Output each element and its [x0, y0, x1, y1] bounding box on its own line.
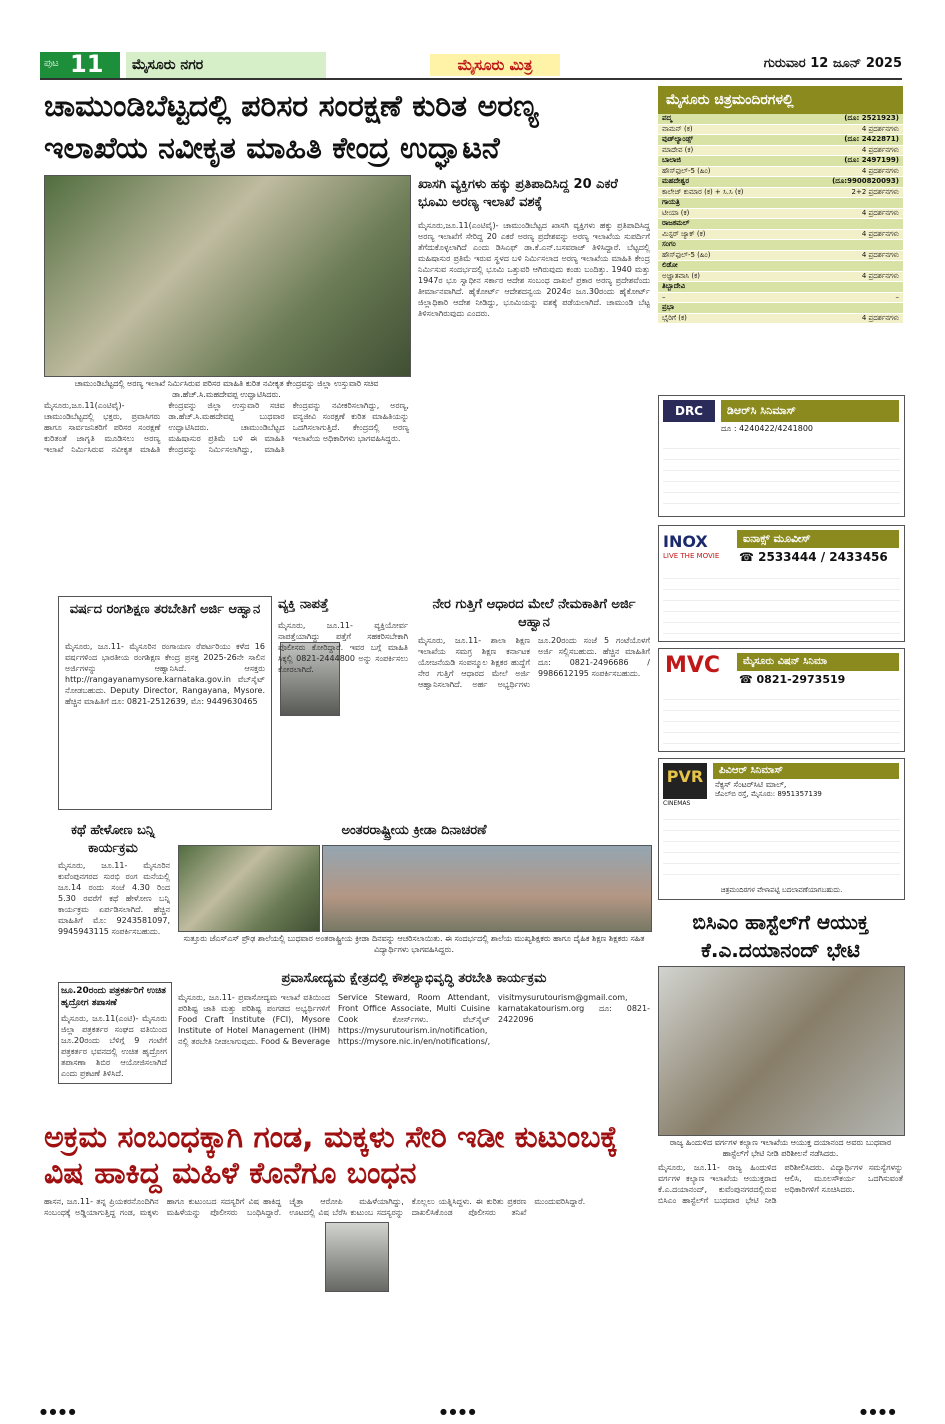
land-headline: ಖಾಸಗಿ ವ್ಯಕ್ತಿಗಳು ಹಕ್ಕು ಪ್ರತಿಪಾದಿಸಿದ್ದ 20 ಎಕರೆ ಭೂಮಿ ಅರಣ್ಯ ಇಲಾಖೆ ವಶಕ್ಕೆ [418, 177, 618, 210]
theatre-row-name: ಮಾದೇವ (ಕ) [662, 145, 694, 154]
theatre-row-name: ಗಾಯತ್ರಿ [662, 198, 680, 206]
theatre-row-name: ಅಜ್ಞಾತವಾಸಿ (ಕ) [662, 271, 700, 280]
theatre-row-name: ಕಾಲೇಜ್ ಕುಮಾರ (ಕ) + ಸಿ.ಸಿ (ಕ) [662, 187, 744, 196]
pvr-logo [663, 763, 707, 799]
theatre-row-name: ಭೈರಿಗೆ (ಕ) [662, 313, 687, 322]
theatre-row-info: – [895, 292, 899, 301]
theatre-note: ಚಿತ್ರಮಂದಿರಗಳ ವೇಳಾಪಟ್ಟಿ ಬದಲಾವಣೆಯಾಗಬಹುದು. [720, 886, 843, 894]
theatre-row [658, 198, 903, 209]
theatre-row-info: 4 ಪ್ರದರ್ಶನಗಳು [861, 250, 899, 259]
drc-name: ಡಿಆರ್‌ಸಿ ಸಿನಿಮಾಸ್ [721, 400, 899, 422]
inox-listing [658, 525, 905, 642]
theatre-row-info: (ದೂ: 2521923) [844, 114, 899, 122]
theatre-row-info: (ದೂ: 2422871) [844, 135, 899, 143]
theatre-row [658, 146, 903, 157]
theatre-row-name: ರಾಜಕಮಲ್ [662, 219, 690, 227]
theatre-row [658, 293, 903, 304]
theatre-row [658, 209, 903, 220]
pvr-logo-text: PVR [666, 767, 704, 786]
theatre-row [658, 272, 903, 283]
pvr-name: ಪಿವಿಆರ್ ಸಿನಿಮಾಸ್ [713, 763, 899, 779]
theatre-row [658, 314, 903, 325]
theatre-row-info: (ದೂ:9900820093) [832, 177, 899, 185]
theatre-row-name: ಟೀಯಾ (ಕ) [662, 208, 690, 217]
hostel-photo [658, 966, 905, 1136]
theatre-row-name: ಸಂಗಂ [662, 240, 676, 248]
theatre-row-name: – [662, 292, 666, 301]
drc-phone: ದೂ : 4240422/4241800 [721, 424, 814, 433]
theatre-row [658, 282, 903, 293]
drama-body: ಮೈಸೂರು, ಜೂ.11- ಮೈಸೂರಿನ ರಂಗಾಯಣ ರೆಪರ್ಟರಿಯು ಕಳೆದ 16 ವರ್ಷಗಳಿಂದ ಭಾರತೀಯ ರಂಗಶಿಕ್ಷಣ ಕೇಂದ್ರ ಪ್ರಸಕ್ತ 2025-26ನೇ ಸಾಲಿನ ಅರ್ಜಿಗಳನ್ನು ಆಹ್ವಾನಿಸಿದೆ. ಆಸಕ್ತರು http://rangayanamysore.karnataka.gov.in ವೆಬ್‌ಸೈಟ್ ನೋಡಬಹುದು. Deputy Director, Rangayana, Mysore. ಹೆಚ್ಚಿನ ಮಾಹಿತಿಗೆ ದೂ: 0821-2512639, ಮೊ: 9449630465 [65, 642, 265, 706]
tourism-headline: ಪ್ರವಾಸೋದ್ಯಮ ಕ್ಷೇತ್ರದಲ್ಲಿ ಕೌಶಲ್ಯಾಭಿವೃದ್ಧಿ ತರಬೇತಿ ಕಾರ್ಯಕ್ರಮ [281, 971, 547, 986]
theatre-row-info: 2+2 ಪ್ರದರ್ಶನಗಳು [851, 187, 899, 196]
theatre-row-name: ಮಿಸ್ಟರ್ ಜ್ಯಾಕ್ (ಕ) [662, 229, 706, 238]
theatre-row-info: (ದೂ: 2497199) [844, 156, 899, 164]
theatre-row [658, 261, 903, 272]
heart-body: ಮೈಸೂರು, ಜೂ.11(ಎಂಟಿ)- ಮೈಸೂರು ಜಿಲ್ಲಾ ಪತ್ರಕರ್ತರ ಸಂಘದ ವತಿಯಿಂದ ಜೂ.20ರಂದು ಬೆಳಿಗ್ಗೆ 9 ಗಂಟೆಗೆ ಪತ್ರಕರ್ತರ ಭವನದಲ್ಲಿ ಉಚಿತ ಹೃದ್ರೋಗ ತಪಾಸಣಾ ಶಿಬಿರ ಆಯೋಜಿಸಲಾಗಿದೆ ಎಂದು ಪ್ರಕಟಣೆ ತಿಳಿಸಿದೆ. [61, 1014, 167, 1078]
theatre-row-name: ಬಾಲಾಜಿ [662, 156, 681, 164]
sports-headline: ಅಂತರರಾಷ್ಟ್ರೀಯ ಕ್ರೀಡಾ ದಿನಾಚರಣೆ [341, 823, 487, 838]
crime-headline: ಅಕ್ರಮ ಸಂಬಂಧಕ್ಕಾಗಿ ಗಂಡ, ಮಕ್ಕಳು ಸೇರಿ ಇಡೀ ಕುಟುಂಬಕ್ಕೆ ವಿಷ ಹಾಕಿದ್ದ ಮಹಿಳೆ ಕೊನೆಗೂ ಬಂಧನ [44, 1120, 618, 1191]
theatre-row-info: 4 ಪ್ರದರ್ಶನಗಳು [861, 208, 899, 217]
theatre-row-name: ಮಹದೇಶ್ವರ [662, 177, 690, 185]
mvc-schedule [663, 689, 900, 747]
teachers-headline: ನೇರ ಗುತ್ತಿಗೆ ಆಧಾರದ ಮೇಲೆ ನೇಮಕಾತಿಗೆ ಅರ್ಜಿ ಆಹ್ವಾನ [432, 597, 636, 630]
theatre-row [658, 167, 903, 178]
section-name: ಮೈಸೂರು ನಗರ [126, 52, 326, 78]
lead-headline: ಚಾಮುಂಡಿಬೆಟ್ಟದಲ್ಲಿ ಪರಿಸರ ಸಂರಕ್ಷಣೆ ಕುರಿತ ಅರಣ್ಯ ಇಲಾಖೆಯ ನವೀಕೃತ ಮಾಹಿತಿ ಕೇಂದ್ರ ಉದ್ಘಾಟನೆ [44, 89, 539, 166]
mvc-name: ಮೈಸೂರು ವಿಷನ್ ಸಿನಿಮಾ [737, 653, 899, 671]
page-badge [40, 52, 120, 78]
missing-body: ಮೈಸೂರು, ಜೂ.11- ವ್ಯಕ್ತಿಯೋರ್ವ ನಾಪತ್ತೆಯಾಗಿದ್ದು ಪತ್ತೆಗೆ ಸಹಕರಿಸಬೇಕಾಗಿ ಪೊಲೀಸರು ಕೋರಿದ್ದಾರೆ. ಇವರ ಬಗ್ಗೆ ಮಾಹಿತಿ ಸಿಕ್ಕಲ್ಲಿ 0821-2444800 ಅನ್ನು ಸಂಪರ್ಕಿಸಲು ಕೋರಲಾಗಿದೆ. [278, 621, 408, 674]
theatre-row-info: 4 ಪ್ರದರ್ಶನಗಳು [861, 313, 899, 322]
theatre-row [658, 188, 903, 199]
theatre-row [658, 114, 903, 125]
pvr-listing [658, 758, 905, 900]
drama-box [58, 596, 272, 810]
event-headline: ಕಥೆ ಹೇಳೋಣ ಬನ್ನಿ ಕಾರ್ಯಕ್ರಮ [71, 823, 155, 856]
theatre-row [658, 219, 903, 230]
theatre-row-name: ತಿಬ್ಬಾದೇವಿ [662, 282, 686, 290]
theatre-row-name: ಹೌಸ್‌ಫುಲ್-5 (ಹಿಂ) [662, 250, 711, 259]
lead-photo-caption: ಚಾಮುಂಡಿಬೆಟ್ಟದಲ್ಲಿ ಅರಣ್ಯ ಇಲಾಖೆ ನಿರ್ಮಿಸಿರುವ ಪರಿಸರ ಮಾಹಿತಿ ಕುರಿತ ನವೀಕೃತ ಕೇಂದ್ರವನ್ನು ಜಿಲ್ಲಾ ಉಸ್ತುವಾರಿ ಸಚಿವ ಡಾ.ಹೆಚ್.ಸಿ.ಮಹದೇವಪ್ಪ ಉದ್ಘಾಟಿಸಿದರು. [74, 379, 379, 399]
heart-headline: ಜೂ.20ರಂದು ಪತ್ರಕರ್ತರಿಗೆ ಉಚಿತ ಹೃದ್ರೋಗ ತಪಾಸಣೆ [61, 986, 166, 1008]
sports-photo-1 [178, 845, 320, 932]
event-body: ಮೈಸೂರು, ಜೂ.11- ಮೈಸೂರಿನ ಕುವೆಂಪುನಗರದ ಸುರಭಿ ರಂಗ ಮನೆಯಲ್ಲಿ ಜೂ.14 ರಂದು ಸಂಜೆ 4.30 ರಿಂದ 5.30 ರವರೆಗೆ ಕಥೆ ಹೇಳೋಣ ಬನ್ನಿ ಕಾರ್ಯಕ್ರಮ ಏರ್ಪಡಿಸಲಾಗಿದೆ. ಹೆಚ್ಚಿನ ಮಾಹಿತಿಗೆ ಮೊ: 9243581097, 9945943115 ಸಂಪರ್ಕಿಸಬಹುದು. [58, 861, 170, 936]
theatre-row-name: ಲಿಡೋ [662, 261, 678, 269]
inox-phone: ☎ 2533444 / 2433456 [739, 550, 888, 564]
register-marks-left: ● ● ● ● [40, 1407, 76, 1416]
page-number: 11 [70, 50, 104, 78]
theatre-row [658, 156, 903, 167]
page-header [40, 52, 902, 80]
drc-listing [658, 395, 905, 517]
theatre-row [658, 303, 903, 314]
theatre-row [658, 230, 903, 241]
sports-caption: ಸುತ್ತೂರು ಜೆಎಸ್‌ಎಸ್ ಪ್ರೌಢ ಶಾಲೆಯಲ್ಲಿ ಬುಧವಾರ ಅಂತರಾಷ್ಟ್ರೀಯ ಕ್ರೀಡಾ ದಿನವನ್ನು ಆಚರಿಸಲಾಯಿತು. ಈ ಸಂದರ್ಭದಲ್ಲಿ ಶಾಲೆಯ ಮುಖ್ಯಶಿಕ್ಷಕರು ಹಾಗೂ ದೈಹಿಕ ಶಿಕ್ಷಣ ಶಿಕ್ಷಕರು ಸಹಿತ ವಿದ್ಯಾರ್ಥಿಗಳು ಭಾಗವಹಿಸಿದ್ದರು. [183, 934, 645, 954]
pvr-schedule [663, 809, 900, 879]
pvr-place: ನೆಕ್ಸಸ್ ಸೆಂಟರ್‌ಸಿಟಿ ಮಾಲ್, [715, 780, 787, 789]
tourism-body: ಮೈಸೂರು, ಜೂ.11- ಪ್ರವಾಸೋದ್ಯಮ ಇಲಾಖೆ ವತಿಯಿಂದ ಪರಿಶಿಷ್ಟ ಜಾತಿ ಮತ್ತು ಪರಿಶಿಷ್ಟ ಪಂಗಡದ ಅಭ್ಯರ್ಥಿಗಳಿಗೆ Food Craft Institute (FCI), Mysore Institute of Hotel Management (IHM) ನಲ್ಲಿ ತರಬೇತಿ ನೀಡಲಾಗುವುದು. Food & Beverage Service Steward, Room Attendant, Front Office Associate, Multi Cuisine Cook ಕೋರ್ಸ್‌ಗಳು. ವೆಬ್‌ಸೈಟ್ https://mysurutourism.in/notification, https://mysore.nic.in/en/notifications/, visitmysurutourism@gmail.com, karnatakatourism.org ದೂ: 0821-2422096 [178, 993, 650, 1046]
theatre-row-name: ವುಡ್‌ಲ್ಯಾಂಡ್ಸ್ [662, 135, 693, 143]
inox-tagline: LIVE THE MOVIE [663, 552, 720, 560]
register-marks-center: ● ● ● ● [440, 1407, 476, 1416]
lead-photo [44, 175, 411, 377]
theatre-row-name: ಪದ್ಮ [662, 114, 672, 122]
theatre-list-title: ಮೈಸೂರು ಚಿತ್ರಮಂದಿರಗಳಲ್ಲಿ [658, 86, 903, 114]
theatre-row [658, 240, 903, 251]
mvc-phone: ☎ 0821-2973519 [739, 673, 846, 686]
theatre-row-name: ವಾಮನ್ (ಕ) [662, 124, 693, 133]
register-marks-right: ● ● ● ● [860, 1407, 896, 1416]
theatre-table [658, 114, 903, 324]
drama-headline: ವರ್ಷದ ರಂಗಶಿಕ್ಷಣ ತರಬೇತಿಗೆ ಅರ್ಜಿ ಆಹ್ವಾನ [69, 602, 261, 617]
theatre-row [658, 251, 903, 262]
masthead: ಮೈಸೂರು ಮಿತ್ರ [430, 54, 560, 76]
theatre-row-info: 4 ಪ್ರದರ್ಶನಗಳು [861, 229, 899, 238]
heart-box [58, 982, 172, 1084]
mvc-listing [658, 648, 905, 752]
inox-schedule [663, 568, 900, 637]
theatre-row-info: 4 ಪ್ರದರ್ಶನಗಳು [861, 145, 899, 154]
dateline: ಗುರುವಾರ 12 ಜೂನ್ 2025 [763, 56, 902, 71]
hostel-body: ಮೈಸೂರು, ಜೂ.11- ರಾಜ್ಯ ಹಿಂದುಳಿದ ವರ್ಗಗಳ ಕಲ್ಯಾಣ ಇಲಾಖೆಯ ಆಯುಕ್ತರಾದ ಕೆ.ಎ.ದಯಾನಂದ್, ಕುವೆಂಪುನಗರದಲ್ಲಿರುವ ಬಿಸಿಎಂ ಹಾಸ್ಟೆಲ್‌ಗೆ ಬುಧವಾರ ಭೇಟಿ ನೀಡಿ ಪರಿಶೀಲಿಸಿದರು. ವಿದ್ಯಾರ್ಥಿಗಳ ಸಮಸ್ಯೆಗಳನ್ನು ಆಲಿಸಿ, ಮೂಲಸೌಕರ್ಯ ಒದಗಿಸುವಂತೆ ಅಧಿಕಾರಿಗಳಿಗೆ ಸೂಚಿಸಿದರು. [658, 1163, 903, 1205]
lead-body: ಮೈಸೂರು,ಜೂ.11(ಎಂಟಿವೈ)- ಚಾಮುಂಡಿಬೆಟ್ಟದಲ್ಲಿ ಭಕ್ತರು, ಪ್ರವಾಸಿಗರು ಹಾಗೂ ಸಾರ್ವಜನಿಕರಿಗೆ ಪರಿಸರ ಸಂರಕ್ಷಣೆ ಕುರಿತಂತೆ ಜಾಗೃತಿ ಮೂಡಿಸಲು ಅರಣ್ಯ ಇಲಾಖೆ ನಿರ್ಮಿಸಿರುವ ನವೀಕೃತ ಮಾಹಿತಿ ಕೇಂದ್ರವನ್ನು ಜಿಲ್ಲಾ ಉಸ್ತುವಾರಿ ಸಚಿವ ಡಾ.ಹೆಚ್.ಸಿ.ಮಹದೇವಪ್ಪ ಬುಧವಾರ ಉದ್ಘಾಟಿಸಿದರು. ಚಾಮುಂಡಿಬೆಟ್ಟದ ಮಹಿಷಾಸುರ ಪ್ರತಿಮೆ ಬಳಿ ಈ ಮಾಹಿತಿ ಕೇಂದ್ರವನ್ನು ನಿರ್ಮಿಸಲಾಗಿದ್ದು, ಮಾಹಿತಿ ಕೇಂದ್ರವನ್ನು ನವೀಕರಿಸಲಾಗಿದ್ದು, ಅರಣ್ಯ, ವನ್ಯಜೀವಿ ಸಂರಕ್ಷಣೆ ಕುರಿತ ಮಾಹಿತಿಯನ್ನು ಒದಗಿಸಲಾಗುತ್ತಿದೆ. ಕೇಂದ್ರದಲ್ಲಿ ಅರಣ್ಯ ಇಲಾಖೆಯ ಅಧಿಕಾರಿಗಳು ಭಾಗವಹಿಸಿದ್ದರು. [44, 401, 409, 454]
theatre-row [658, 177, 903, 188]
theatre-row-name: ಪ್ರಭಾ [662, 303, 675, 311]
page-label: ಪುಟ [44, 58, 59, 69]
sports-photo-2 [322, 845, 652, 932]
theatre-row [658, 135, 903, 146]
inox-name: ಐನಾಕ್ಸ್ ಮೂವೀಸ್ [737, 530, 899, 548]
theatre-row-info: 4 ಪ್ರದರ್ಶನಗಳು [861, 271, 899, 280]
drc-schedule [663, 438, 900, 512]
mvc-logo: MVC [665, 653, 721, 678]
crime-body: ಹಾಸನ, ಜೂ.11- ತನ್ನ ಪ್ರಿಯಕರನೊಂದಿಗಿನ ಸಂಬಂಧಕ್ಕೆ ಅಡ್ಡಿಯಾಗುತ್ತಿದ್ದ ಗಂಡ, ಮಕ್ಕಳು ಹಾಗೂ ಕುಟುಂಬದ ಸದಸ್ಯರಿಗೆ ವಿಷ ಹಾಕಿದ್ದ ಮಹಿಳೆಯನ್ನು ಪೊಲೀಸರು ಬಂಧಿಸಿದ್ದಾರೆ. ಚೈತ್ರಾ ಆರೋಪಿ ಮಹಿಳೆಯಾಗಿದ್ದು, ಊಟದಲ್ಲಿ ವಿಷ ಬೆರೆಸಿ ಕುಟುಂಬ ಸದಸ್ಯರನ್ನು ಕೊಲ್ಲಲು ಯತ್ನಿಸಿದ್ದಳು. ಈ ಕುರಿತು ಪ್ರಕರಣ ದಾಖಲಿಸಿಕೊಂಡ ಪೊಲೀಸರು ತನಿಖೆ ಮುಂದುವರಿಸಿದ್ದಾರೆ. [44, 1197, 586, 1217]
missing-headline: ವ್ಯಕ್ತಿ ನಾಪತ್ತೆ [278, 597, 329, 612]
teachers-body: ಮೈಸೂರು, ಜೂ.11- ಶಾಲಾ ಶಿಕ್ಷಣ ಇಲಾಖೆಯ ಸಮಗ್ರ ಶಿಕ್ಷಣ ಕರ್ನಾಟಕ ಯೋಜನೆಯಡಿ ಸಂಪನ್ಮೂಲ ಶಿಕ್ಷಕರ ಹುದ್ದೆಗೆ ನೇರ ಗುತ್ತಿಗೆ ಆಧಾರದ ಮೇಲೆ ಅರ್ಜಿ ಆಹ್ವಾನಿಸಲಾಗಿದೆ. ಅರ್ಹ ಅಭ್ಯರ್ಥಿಗಳು ಜೂ.20ರಂದು ಸಂಜೆ 5 ಗಂಟೆಯೊಳಗೆ ಅರ್ಜಿ ಸಲ್ಲಿಸಬಹುದು. ಹೆಚ್ಚಿನ ಮಾಹಿತಿಗೆ ದೂ: 0821-2496686 / 9986612195 ಸಂಪರ್ಕಿಸಬಹುದು. [418, 636, 650, 689]
theatre-row-name: ಹೌಸ್‌ಫುಲ್-5 (ಹಿಂ) [662, 166, 711, 175]
land-body: ಮೈಸೂರು,ಜೂ.11(ಎಂಟಿವೈ)- ಚಾಮುಂಡಿಬೆಟ್ಟದ ಖಾಸಗಿ ವ್ಯಕ್ತಿಗಳು ಹಕ್ಕು ಪ್ರತಿಪಾದಿಸಿದ್ದ ಅರಣ್ಯ ಇಲಾಖೆಗೆ ಸೇರಿದ್ದ 20 ಎಕರೆ ಅರಣ್ಯ ಪ್ರದೇಶವನ್ನು ಅರಣ್ಯ ಇಲಾಖೆಯ ಸುಪರ್ದಿಗೆ ತೆಗೆದುಕೊಳ್ಳಲಾಗಿದೆ ಎಂದು ಡಿಸಿಎಫ್ ಡಾ.ಕೆ.ಎನ್.ಬಸವರಾಜ್ ತಿಳಿಸಿದ್ದಾರೆ. ಬೆಟ್ಟದಲ್ಲಿ ಮಹಿಷಾಸುರ ಪ್ರತಿಮೆ ಇರುವ ಸ್ಥಳದ ಬಳಿ ನಿರ್ಮಿಸಲಾದ ಅರಣ್ಯ ಇಲಾಖೆಯ ಮಾಹಿತಿ ಕೇಂದ್ರ ನಿರ್ಮಿಸುವ ಸಂದರ್ಭದಲ್ಲಿ ಭೂಮಿ ಒತ್ತುವರಿ ಆಗಿರುವುದು ಕಂಡು ಬಂದಿತ್ತು. 1940 ಮತ್ತು 1947ರ ಭೂ ಸ್ವಾಧೀನ ಸರ್ಕಾರ ಆದೇಶ ಸಂಬಂಧ ದಾಖಲೆ ಪ್ರಕಾರ ಅರಣ್ಯ ಪ್ರದೇಶವೆಂದು ತೀರ್ಮಾನವಾಗಿದೆ. ಹೈಕೋರ್ಟ್ ಆದೇಶದನ್ವಯ 2024ರ ಜೂ.30ರಂದು ಹೈಕೋರ್ಟ್ ಜಿಲ್ಲಾಧಿಕಾರಿ ಆದೇಶ ನೀಡಿದ್ದು, ಭೂಮಿಯನ್ನು ವಶಕ್ಕೆ ಪಡೆಯಲಾಗಿದೆ. ಚಾಮುಂಡಿ ಬೆಟ್ಟ ತಿಳಿಸಲಾಗಿರುವುದು ಎಂದರು. [418, 221, 650, 318]
drc-logo: DRC [663, 400, 715, 422]
hostel-caption: ರಾಜ್ಯ ಹಿಂದುಳಿದ ವರ್ಗಗಳ ಕಲ್ಯಾಣ ಇಲಾಖೆಯ ಆಯುಕ್ತ ದಯಾನಂದ ಅವರು ಬುಧವಾರ ಹಾಸ್ಟೆಲ್‌ಗೆ ಭೇಟಿ ನೀಡಿ ಪರಿಶೀಲನೆ ನಡೆಸಿದರು. [669, 1138, 892, 1158]
theatre-row-info: 4 ಪ್ರದರ್ಶನಗಳು [861, 124, 899, 133]
theatre-row-info: 4 ಪ್ರದರ್ಶನಗಳು [861, 166, 899, 175]
pvr-sub: CINEMAS [663, 800, 691, 807]
theatre-row [658, 125, 903, 136]
pvr-phone: ಜೆಎಲ್‌ಬಿ ರಸ್ತೆ, ಮೈಸೂರು: 8951357139 [715, 790, 822, 798]
hostel-headline: ಬಿಸಿಎಂ ಹಾಸ್ಟೆಲ್‌ಗೆ ಆಯುಕ್ತ ಕೆ.ಎ.ದಯಾನಂದ್ ಭೇಟಿ [692, 910, 869, 962]
inox-logo: INOX [663, 532, 708, 551]
